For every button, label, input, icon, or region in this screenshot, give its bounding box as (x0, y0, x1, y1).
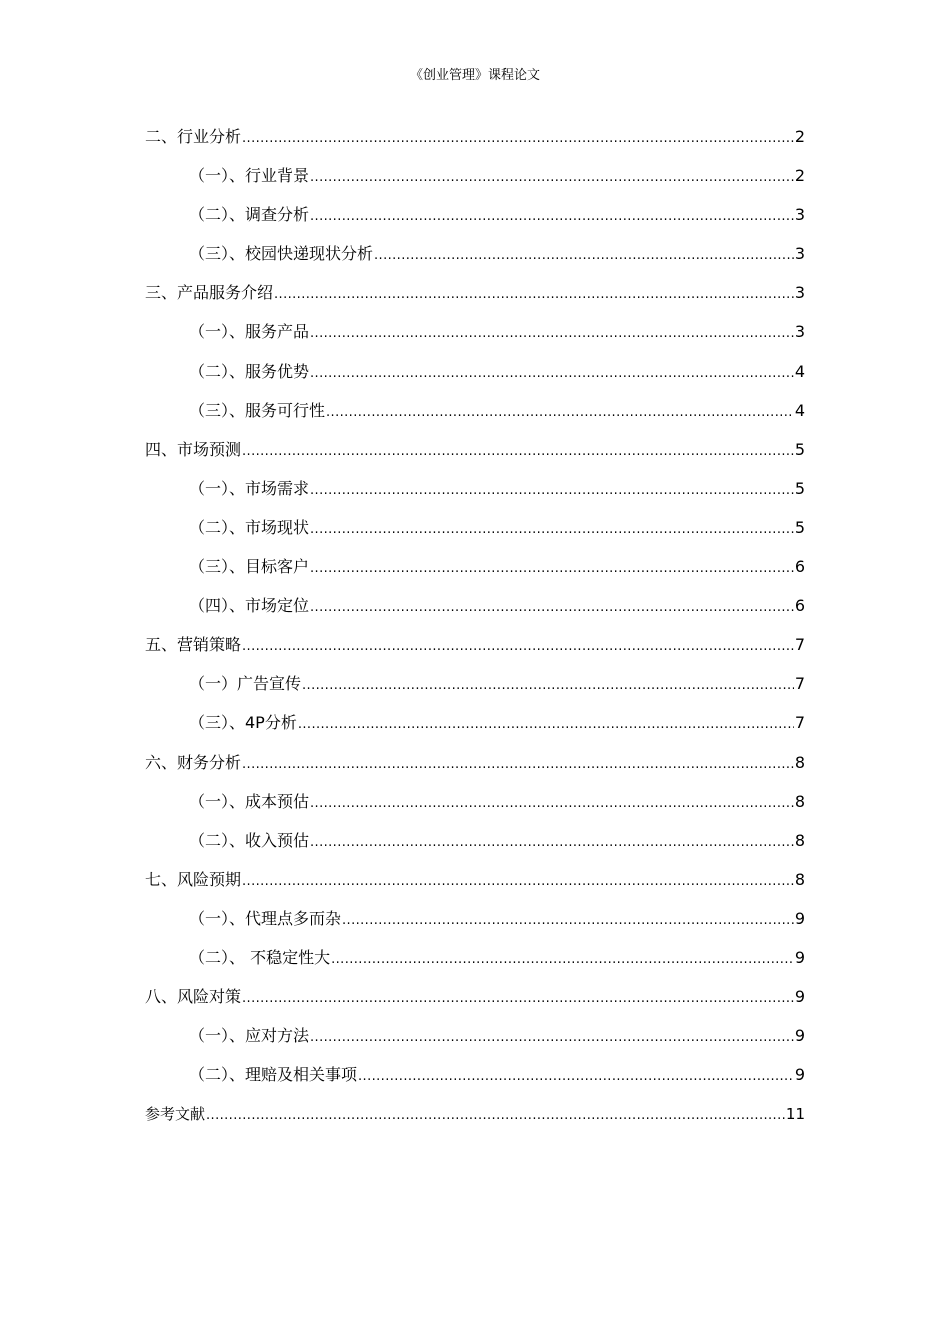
toc-entry[interactable] (145, 631, 805, 670)
toc-entry-label: 四、市场预测 (145, 439, 242, 459)
toc-entry[interactable] (145, 279, 805, 318)
toc-dot-leader (310, 555, 794, 583)
toc-dot-leader (374, 242, 794, 270)
table-of-contents (145, 123, 805, 1130)
toc-entry-page: 2 (794, 166, 805, 186)
toc-dot-leader (358, 1063, 794, 1091)
page-header-title: 《创业管理》课程论文 (409, 68, 540, 83)
toc-entry[interactable] (145, 670, 805, 709)
toc-entry-page: 11 (785, 1105, 805, 1124)
toc-entry-page: 8 (794, 830, 805, 850)
toc-entry-page: 5 (794, 439, 805, 459)
toc-entry-page: 7 (794, 713, 805, 733)
toc-entry-label: （一）、服务产品 (189, 322, 310, 342)
toc-dot-leader (310, 360, 794, 388)
toc-entry-page: 6 (794, 557, 805, 577)
toc-dot-leader (331, 946, 794, 974)
toc-entry[interactable] (145, 318, 805, 357)
toc-dot-leader (310, 594, 794, 622)
toc-entry[interactable] (145, 397, 805, 436)
toc-entry-label: （二）、市场现状 (189, 517, 310, 537)
toc-entry[interactable] (145, 123, 805, 162)
toc-entry-page: 8 (794, 869, 805, 889)
toc-dot-leader (242, 868, 794, 896)
toc-entry-page: 3 (794, 244, 805, 264)
toc-entry-page: 3 (794, 283, 805, 303)
toc-entry[interactable] (145, 905, 805, 944)
toc-entry-label: 七、风险预期 (145, 869, 242, 889)
toc-entry-label: （二）、理赔及相关事项 (189, 1065, 358, 1085)
toc-entry-page: 3 (794, 205, 805, 225)
toc-entry[interactable] (145, 1022, 805, 1061)
toc-entry[interactable] (145, 944, 805, 983)
toc-entry-page: 9 (794, 1065, 805, 1085)
toc-entry-label: （三）、校园快递现状分析 (189, 244, 374, 264)
toc-entry-label: （一）广告宣传 (189, 674, 302, 694)
toc-dot-leader (302, 672, 794, 700)
toc-entry-label: （一）、代理点多而杂 (189, 908, 342, 928)
toc-entry[interactable] (145, 201, 805, 240)
toc-dot-leader (274, 281, 794, 309)
toc-entry[interactable] (145, 475, 805, 514)
toc-entry-label: （三）、服务可行性 (189, 400, 326, 420)
toc-entry-page: 7 (794, 635, 805, 655)
toc-entry-page: 5 (794, 517, 805, 537)
toc-entry-references[interactable] (145, 1100, 805, 1130)
toc-entry-label: 二、行业分析 (145, 127, 242, 146)
toc-entry-page: 3 (794, 322, 805, 342)
toc-entry-page: 8 (794, 791, 805, 811)
toc-dot-leader (310, 164, 794, 192)
toc-entry-label: （三）、目标客户 (189, 557, 310, 577)
toc-entry-label: 五、营销策略 (145, 635, 242, 655)
toc-entry-page: 9 (794, 987, 805, 1007)
toc-entry[interactable] (145, 983, 805, 1022)
toc-entry-label: （一）、行业背景 (189, 166, 310, 186)
toc-dot-leader (310, 516, 794, 544)
toc-dot-leader (310, 1024, 794, 1052)
toc-dot-leader (310, 320, 794, 348)
toc-entry-label: 八、风险对策 (145, 987, 242, 1007)
toc-dot-leader (242, 438, 794, 466)
toc-entry-label: （二）、调查分析 (189, 205, 310, 225)
toc-entry-page: 7 (794, 674, 805, 694)
toc-dot-leader (326, 399, 794, 427)
toc-dot-leader (206, 1102, 785, 1130)
toc-dot-leader (310, 203, 794, 231)
toc-entry-page: 5 (794, 478, 805, 498)
toc-entry[interactable] (145, 514, 805, 553)
toc-entry-label: （一）、市场需求 (189, 478, 310, 498)
toc-entry-label: （四）、市场定位 (189, 596, 310, 616)
toc-entry-page: 8 (794, 752, 805, 772)
toc-entry[interactable] (145, 553, 805, 592)
toc-entry-label: 六、财务分析 (145, 752, 242, 772)
toc-entry[interactable] (145, 1061, 805, 1100)
toc-entry-page: 4 (794, 400, 805, 420)
toc-entry-label: （二）、收入预估 (189, 830, 310, 850)
toc-dot-leader (242, 125, 794, 153)
toc-entry-label: （三）、4P分析 (189, 713, 297, 733)
toc-entry-label: （一）、应对方法 (189, 1026, 310, 1046)
toc-entry[interactable] (145, 592, 805, 631)
toc-dot-leader (242, 751, 794, 779)
toc-dot-leader (242, 633, 794, 661)
toc-entry-label: （一）、成本预估 (189, 791, 310, 811)
toc-dot-leader (310, 829, 794, 857)
toc-entry[interactable] (145, 866, 805, 905)
toc-entry-page: 2 (794, 127, 805, 146)
toc-entry-page: 4 (794, 361, 805, 381)
toc-dot-leader (310, 790, 794, 818)
toc-dot-leader (310, 477, 794, 505)
toc-dot-leader (298, 711, 794, 739)
toc-entry[interactable] (145, 709, 805, 748)
toc-entry[interactable] (145, 358, 805, 397)
toc-dot-leader (342, 907, 794, 935)
toc-entry[interactable] (145, 827, 805, 866)
toc-entry-page: 9 (794, 947, 805, 967)
toc-entry-page: 6 (794, 596, 805, 616)
toc-dot-leader (242, 985, 794, 1013)
toc-entry[interactable] (145, 162, 805, 201)
toc-entry-page: 9 (794, 908, 805, 928)
toc-entry[interactable] (145, 240, 805, 279)
toc-entry[interactable] (145, 436, 805, 475)
toc-entry[interactable] (145, 749, 805, 788)
toc-entry-label: 参考文献 (145, 1105, 206, 1124)
toc-entry-label: 三、产品服务介绍 (145, 283, 274, 303)
toc-entry-page: 9 (794, 1026, 805, 1046)
toc-entry-label: （二）、 不稳定性大 (189, 947, 331, 967)
toc-entry[interactable] (145, 788, 805, 827)
toc-entry-label: （二）、服务优势 (189, 361, 310, 381)
